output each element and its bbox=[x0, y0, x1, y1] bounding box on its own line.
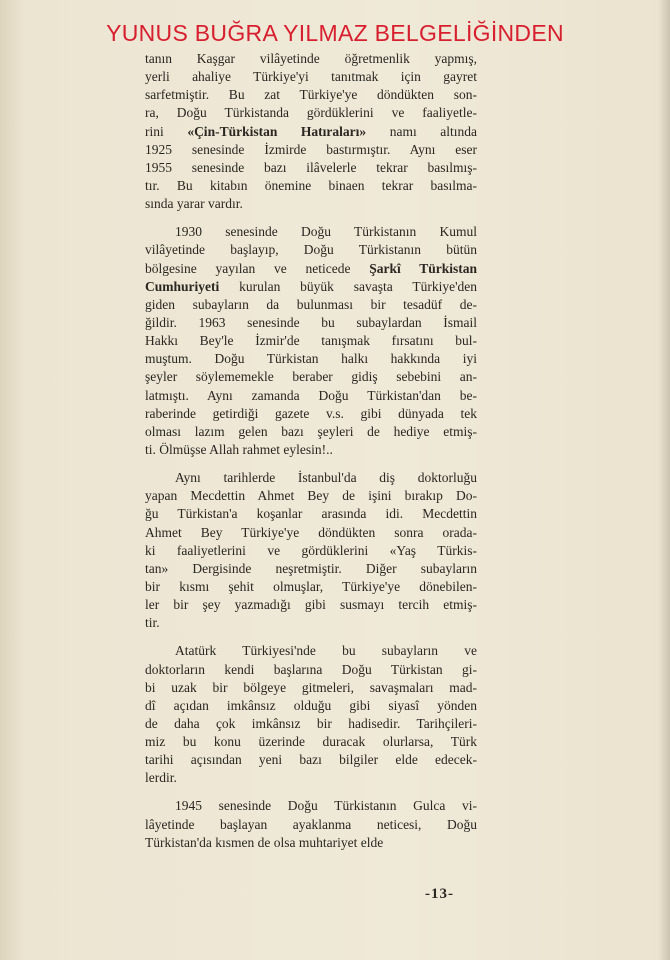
paragraph-gap bbox=[145, 213, 477, 223]
text-line: miz bu konu üzerinde duracak olurlarsa, Türk bbox=[145, 734, 477, 750]
text-line: Hakkı Bey'le İzmir'de tanışmak fırsatını bul- bbox=[145, 333, 477, 349]
paragraph bbox=[145, 642, 477, 787]
page-number: -13- bbox=[425, 886, 454, 902]
paragraph-gap bbox=[145, 632, 477, 642]
text-line: latmıştı. Aynı zamanda Doğu Türkistan'dan be- bbox=[145, 387, 477, 403]
text-line: olması lazım gelen bazı şeyleri de hediye etmiş- bbox=[145, 423, 477, 439]
text-line: vilâyetinde başlayıp, Doğu Türkistanın bütün bbox=[145, 242, 477, 258]
page-edge-shadow bbox=[658, 0, 670, 960]
text-line: muştum. Doğu Türkistan halkı hakkında iyi bbox=[145, 351, 477, 367]
text-line: sında yarar vardır. bbox=[145, 196, 243, 212]
text-line: giden subayların da bulunması bir tesadüf de- bbox=[145, 296, 477, 312]
text-line: tarihi açısından yeni bazı bilgiler elde edecek- bbox=[145, 752, 477, 768]
text-line: ra, Doğu Türkistanda gördüklerini ve faaliyetle- bbox=[145, 105, 477, 121]
text-line: ti. Ölmüşse Allah rahmet eylesin!.. bbox=[145, 441, 333, 457]
text-line: sarfetmiştir. Bu zat Türkiye'ye döndükten son- bbox=[145, 87, 477, 103]
body-text bbox=[145, 50, 477, 852]
text-line: 1945 senesinde Doğu Türkistanın Gulca vi- bbox=[175, 798, 477, 814]
paragraph bbox=[145, 50, 477, 213]
text-line: bir kısmı şehit olmuşlar, Türkiye'ye dönebilen- bbox=[145, 578, 477, 594]
text-line: Cumhuriyeti kurulan büyük savaşta Türkiye'den bbox=[145, 278, 477, 294]
text-line: 1925 senesinde İzmirde bastırmıştır. Aynı eser bbox=[145, 141, 477, 157]
text-line: tanın Kaşgar vilâyetinde öğretmenlik yapmış, bbox=[145, 51, 477, 66]
text-line: de daha çok imkânsız bir hadisedir. Tarihçileri- bbox=[145, 715, 477, 731]
paragraph bbox=[145, 469, 477, 632]
paragraph bbox=[145, 223, 477, 459]
paragraph bbox=[145, 797, 477, 851]
text-line: tır. Bu kitabın önemine binaen tekrar basılma- bbox=[145, 177, 477, 193]
text-line: ki faaliyetlerini ve gördüklerini «Yaş Türkis- bbox=[145, 542, 477, 558]
text-line: lerdir. bbox=[145, 770, 177, 786]
watermark-title: YUNUS BUĞRA YILMAZ BELGELİĞİNDEN bbox=[106, 20, 564, 46]
text-line: raberinde getirdiği gazete v.s. gibi dünyada tek bbox=[145, 405, 477, 421]
text-line: 1955 senesinde bazı ilâvelerle tekrar basılmış- bbox=[145, 159, 477, 175]
text-line: yapan Mecdettin Ahmet Bey de işini bırakıp Do- bbox=[145, 488, 477, 504]
text-line: doktorların kendi başlarına Doğu Türkistan gi- bbox=[145, 661, 477, 677]
text-line: tan» Dergisinde neşretmiştir. Diğer subayların bbox=[145, 560, 477, 576]
text-line: rini «Çin-Türkistan Hatıraları» namı altında bbox=[145, 123, 477, 139]
text-line: tir. bbox=[145, 615, 160, 631]
text-line: dî açıdan imkânsız olduğu gibi siyasî yönden bbox=[145, 697, 477, 713]
text-line: lâyetinde başlayan ayaklanma neticesi, Doğu bbox=[145, 816, 477, 832]
text-line: ler bir şey yazmadığı gibi susmayı tercih etmiş- bbox=[145, 597, 477, 613]
text-line: bi uzak bir bölgeye gitmeleri, savaşmaları mad- bbox=[145, 679, 477, 695]
text-line: Ahmet Bey Türkiye'ye döndükten sonra orada- bbox=[145, 524, 477, 540]
text-line: yerli ahaliye Türkiye'yi tanıtmak için gayret bbox=[145, 69, 477, 85]
text-line: Atatürk Türkiyesi'nde bu subayların ve bbox=[175, 643, 477, 659]
text-line: ğildir. 1963 senesinde bu subaylardan İsmail bbox=[145, 314, 477, 330]
text-line: 1930 senesinde Doğu Türkistanın Kumul bbox=[175, 224, 477, 240]
text-line: bölgesine yayılan ve neticede Şarkî Türkistan bbox=[145, 260, 477, 276]
paragraph-gap bbox=[145, 787, 477, 797]
text-line: şeyler söylememekle beraber gidiş sebebini an- bbox=[145, 369, 477, 385]
paragraph-gap bbox=[145, 459, 477, 469]
text-line: ğu Türkistan'a koşanlar arasında idi. Mecdettin bbox=[145, 506, 477, 522]
text-line: Aynı tarihlerde İstanbul'da diş doktorluğu bbox=[175, 470, 477, 486]
text-line: Türkistan'da kısmen de olsa muhtariyet elde bbox=[145, 834, 384, 850]
